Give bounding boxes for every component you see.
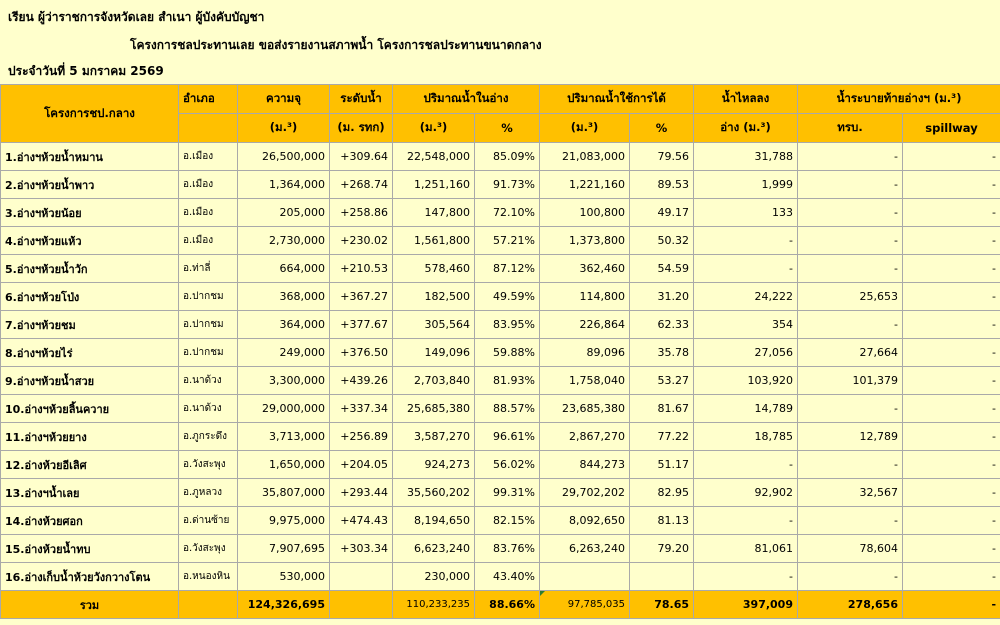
cell-capacity: 530,000 — [238, 563, 330, 591]
table-row — [1, 171, 1000, 199]
cell-usable-pct: 79.20 — [630, 535, 694, 563]
total-capacity: 124,326,695 — [238, 591, 330, 619]
cell-name: 13.อ่างฯน้ำเลย — [1, 479, 179, 507]
cell-storage-pct: 49.59% — [475, 283, 540, 311]
cell-storage: 230,000 — [393, 563, 475, 591]
cell-inflow: 92,902 — [694, 479, 798, 507]
cell-storage: 2,703,840 — [393, 367, 475, 395]
cell-level: +377.67 — [330, 311, 393, 339]
cell-name: 15.อ่างห้วยน้ำทบ — [1, 535, 179, 563]
cell-capacity: 205,000 — [238, 199, 330, 227]
cell-usable: 23,685,380 — [540, 395, 630, 423]
cell-capacity: 2,730,000 — [238, 227, 330, 255]
cell-release: 32,567 — [798, 479, 903, 507]
cell-usable-pct: 81.67 — [630, 395, 694, 423]
cell-level: +309.64 — [330, 143, 393, 171]
cell-level: +210.53 — [330, 255, 393, 283]
cell-name: 11.อ่างฯห้วยยาง — [1, 423, 179, 451]
cell-spillway: - — [903, 255, 1000, 283]
cell-district: อ.ภูหลวง — [179, 479, 238, 507]
cell-spillway: - — [903, 451, 1000, 479]
table-row — [1, 535, 1000, 563]
cell-inflow: 18,785 — [694, 423, 798, 451]
table-row — [1, 283, 1000, 311]
cell-level — [330, 563, 393, 591]
cell-usable: 1,221,160 — [540, 171, 630, 199]
cell-release: 12,789 — [798, 423, 903, 451]
cell-storage-pct: 99.31% — [475, 479, 540, 507]
cell-name: 10.อ่างฯห้วยลิ้นควาย — [1, 395, 179, 423]
cell-usable-pct: 50.32 — [630, 227, 694, 255]
cell-storage-pct: 85.09% — [475, 143, 540, 171]
cell-spillway: - — [903, 199, 1000, 227]
total-release: 278,656 — [798, 591, 903, 619]
cell-storage-pct: 81.93% — [475, 367, 540, 395]
cell-usable: 1,758,040 — [540, 367, 630, 395]
col-usable-header: ปริมาณน้ำใช้การได้ — [540, 85, 694, 114]
cell-district: อ.ท่าลี่ — [179, 255, 238, 283]
cell-spillway: - — [903, 563, 1000, 591]
table-row — [1, 227, 1000, 255]
cell-name: 8.อ่างฯห้วยไร่ — [1, 339, 179, 367]
cell-capacity: 35,807,000 — [238, 479, 330, 507]
cell-storage-pct: 88.57% — [475, 395, 540, 423]
cell-capacity: 29,000,000 — [238, 395, 330, 423]
cell-release: - — [798, 451, 903, 479]
cell-usable-pct: 49.17 — [630, 199, 694, 227]
cell-storage: 8,194,650 — [393, 507, 475, 535]
col-level-unit: (ม. รทก) — [330, 114, 393, 143]
report-date-line: ประจำวันที่ 5 มกราคม 2569 — [8, 64, 164, 78]
cell-usable: 100,800 — [540, 199, 630, 227]
cell-release: - — [798, 507, 903, 535]
cell-inflow: - — [694, 451, 798, 479]
cell-district: อ.นาด้วง — [179, 395, 238, 423]
cell-usable-pct: 79.56 — [630, 143, 694, 171]
cell-district: อ.นาด้วง — [179, 367, 238, 395]
cell-usable-pct: 82.95 — [630, 479, 694, 507]
cell-name: 5.อ่างฯห้วยน้ำวัก — [1, 255, 179, 283]
cell-name: 16.อ่างเก็บน้ำห้วยวังกวางโตน — [1, 563, 179, 591]
cell-district: อ.วังสะพุง — [179, 535, 238, 563]
cell-usable: 114,800 — [540, 283, 630, 311]
cell-release: - — [798, 563, 903, 591]
cell-inflow: - — [694, 563, 798, 591]
total-usable-pct: 78.65 — [630, 591, 694, 619]
cell-inflow: - — [694, 507, 798, 535]
cell-capacity: 7,907,695 — [238, 535, 330, 563]
cell-usable: 2,867,270 — [540, 423, 630, 451]
total-inflow: 397,009 — [694, 591, 798, 619]
cell-district: อ.ปากชม — [179, 311, 238, 339]
cell-inflow: 133 — [694, 199, 798, 227]
table-body — [1, 143, 1000, 591]
cell-spillway: - — [903, 395, 1000, 423]
cell-spillway: - — [903, 339, 1000, 367]
table-row — [1, 255, 1000, 283]
cell-release: - — [798, 395, 903, 423]
col-usable-unit: (ม.³) — [540, 114, 630, 143]
cell-spillway: - — [903, 507, 1000, 535]
cell-storage: 149,096 — [393, 339, 475, 367]
table-row — [1, 367, 1000, 395]
col-district-sub — [179, 114, 238, 143]
total-row — [1, 591, 1000, 619]
cell-release: - — [798, 255, 903, 283]
col-capacity-unit: (ม.³) — [238, 114, 330, 143]
cell-usable-pct: 89.53 — [630, 171, 694, 199]
cell-storage-pct: 59.88% — [475, 339, 540, 367]
cell-release: - — [798, 171, 903, 199]
cell-storage-pct: 57.21% — [475, 227, 540, 255]
cell-storage: 182,500 — [393, 283, 475, 311]
cell-usable: 844,273 — [540, 451, 630, 479]
cell-capacity: 3,300,000 — [238, 367, 330, 395]
water-report-table — [0, 84, 1000, 619]
col-level-header: ระดับน้ำ — [330, 85, 393, 114]
table-row — [1, 451, 1000, 479]
cell-storage-pct: 87.12% — [475, 255, 540, 283]
table-row — [1, 423, 1000, 451]
cell-release: 78,604 — [798, 535, 903, 563]
cell-name: 9.อ่างฯห้วยน้ำสวย — [1, 367, 179, 395]
cell-district: อ.หนองหิน — [179, 563, 238, 591]
cell-spillway: - — [903, 535, 1000, 563]
cell-name: 6.อ่างฯห้วยโป่ง — [1, 283, 179, 311]
cell-capacity: 249,000 — [238, 339, 330, 367]
cell-usable: 1,373,800 — [540, 227, 630, 255]
cell-level: +303.34 — [330, 535, 393, 563]
cell-spillway: - — [903, 311, 1000, 339]
cell-release: 27,664 — [798, 339, 903, 367]
cell-level: +230.02 — [330, 227, 393, 255]
cell-storage: 578,460 — [393, 255, 475, 283]
table-row — [1, 479, 1000, 507]
cell-district: อ.ด่านซ้าย — [179, 507, 238, 535]
cell-usable-pct: 53.27 — [630, 367, 694, 395]
cell-spillway: - — [903, 283, 1000, 311]
cell-capacity: 3,713,000 — [238, 423, 330, 451]
cell-release: 25,653 — [798, 283, 903, 311]
cell-spillway: - — [903, 171, 1000, 199]
cell-name: 4.อ่างฯห้วยแห้ว — [1, 227, 179, 255]
cell-name: 2.อ่างฯห้วยน้ำพาว — [1, 171, 179, 199]
cell-storage: 1,251,160 — [393, 171, 475, 199]
cell-storage: 147,800 — [393, 199, 475, 227]
total-usable: 97,785,035 — [540, 591, 630, 619]
cell-release: - — [798, 227, 903, 255]
cell-usable: 89,096 — [540, 339, 630, 367]
cell-district: อ.วังสะพุง — [179, 451, 238, 479]
table-row — [1, 395, 1000, 423]
cell-storage: 25,685,380 — [393, 395, 475, 423]
cell-inflow: 1,999 — [694, 171, 798, 199]
cell-inflow: 103,920 — [694, 367, 798, 395]
cell-storage-pct: 43.40% — [475, 563, 540, 591]
cell-level: +256.89 — [330, 423, 393, 451]
col-inflow-unit: อ่าง (ม.³) — [694, 114, 798, 143]
cell-level: +376.50 — [330, 339, 393, 367]
cell-district: อ.เมือง — [179, 199, 238, 227]
cell-usable: 29,702,202 — [540, 479, 630, 507]
cell-storage: 924,273 — [393, 451, 475, 479]
cell-name: 1.อ่างฯห้วยน้ำหมาน — [1, 143, 179, 171]
col-storage-unit: (ม.³) — [393, 114, 475, 143]
cell-name: 12.อ่างห้วยอีเลิศ — [1, 451, 179, 479]
cell-storage: 35,560,202 — [393, 479, 475, 507]
cell-level: +204.05 — [330, 451, 393, 479]
col-storage-pct: % — [475, 114, 540, 143]
cell-usable-pct: 51.17 — [630, 451, 694, 479]
cell-name: 7.อ่างฯห้วยชม — [1, 311, 179, 339]
cell-district: อ.ภูกระดึง — [179, 423, 238, 451]
cell-usable-pct: 35.78 — [630, 339, 694, 367]
total-storage-pct: 88.66% — [475, 591, 540, 619]
col-release-sub1: ทรบ. — [798, 114, 903, 143]
col-release-sub2: spillway — [903, 114, 1000, 143]
cell-storage-pct: 72.10% — [475, 199, 540, 227]
col-release-header: น้ำระบายท้ายอ่างฯ (ม.³) — [798, 85, 1000, 114]
cell-usable: 362,460 — [540, 255, 630, 283]
col-district-header: อำเภอ — [179, 85, 238, 114]
col-project-header: โครงการชป.กลาง — [1, 85, 179, 143]
cell-district: อ.ปากชม — [179, 339, 238, 367]
col-storage-header: ปริมาณน้ำในอ่าง — [393, 85, 540, 114]
cell-storage-pct: 91.73% — [475, 171, 540, 199]
cell-release: - — [798, 143, 903, 171]
cell-level: +258.86 — [330, 199, 393, 227]
cell-inflow: 31,788 — [694, 143, 798, 171]
table-row — [1, 143, 1000, 171]
cell-storage: 6,623,240 — [393, 535, 475, 563]
cell-storage-pct: 56.02% — [475, 451, 540, 479]
cell-inflow: 27,056 — [694, 339, 798, 367]
table-row — [1, 563, 1000, 591]
total-district — [179, 591, 238, 619]
table-row — [1, 339, 1000, 367]
cell-usable: 21,083,000 — [540, 143, 630, 171]
cell-inflow: 354 — [694, 311, 798, 339]
cell-usable-pct — [630, 563, 694, 591]
cell-level: +474.43 — [330, 507, 393, 535]
cell-inflow: 81,061 — [694, 535, 798, 563]
cell-usable — [540, 563, 630, 591]
cell-spillway: - — [903, 423, 1000, 451]
report-subject-line: โครงการชลประทานเลย ขอส่งรายงานสภาพน้ำ โครงการชลประทานขนาดกลาง — [130, 38, 542, 52]
cell-district: อ.เมือง — [179, 171, 238, 199]
cell-level: +367.27 — [330, 283, 393, 311]
cell-spillway: - — [903, 227, 1000, 255]
cell-capacity: 26,500,000 — [238, 143, 330, 171]
total-spillway: - — [903, 591, 1000, 619]
cell-storage-pct: 83.76% — [475, 535, 540, 563]
cell-inflow: 24,222 — [694, 283, 798, 311]
cell-capacity: 1,364,000 — [238, 171, 330, 199]
cell-inflow: - — [694, 255, 798, 283]
cell-usable-pct: 62.33 — [630, 311, 694, 339]
total-level — [330, 591, 393, 619]
col-capacity-header: ความจุ — [238, 85, 330, 114]
cell-district: อ.เมือง — [179, 143, 238, 171]
cell-storage-pct: 83.95% — [475, 311, 540, 339]
total-label: รวม — [1, 591, 179, 619]
cell-storage: 305,564 — [393, 311, 475, 339]
cell-usable-pct: 54.59 — [630, 255, 694, 283]
cell-release: - — [798, 311, 903, 339]
cell-spillway: - — [903, 367, 1000, 395]
cell-name: 3.อ่างฯห้วยน้อย — [1, 199, 179, 227]
cell-capacity: 9,975,000 — [238, 507, 330, 535]
cell-usable: 8,092,650 — [540, 507, 630, 535]
cell-inflow: - — [694, 227, 798, 255]
cell-release: - — [798, 199, 903, 227]
cell-storage: 3,587,270 — [393, 423, 475, 451]
cell-inflow: 14,789 — [694, 395, 798, 423]
cell-capacity: 364,000 — [238, 311, 330, 339]
cell-capacity: 368,000 — [238, 283, 330, 311]
cell-usable-pct: 31.20 — [630, 283, 694, 311]
cell-level: +268.74 — [330, 171, 393, 199]
cell-storage: 1,561,800 — [393, 227, 475, 255]
cell-name: 14.อ่างห้วยศอก — [1, 507, 179, 535]
table-row — [1, 199, 1000, 227]
cell-spillway: - — [903, 143, 1000, 171]
cell-spillway: - — [903, 479, 1000, 507]
cell-usable: 6,263,240 — [540, 535, 630, 563]
cell-usable-pct: 81.13 — [630, 507, 694, 535]
cell-capacity: 1,650,000 — [238, 451, 330, 479]
cell-storage-pct: 96.61% — [475, 423, 540, 451]
total-storage: 110,233,235 — [393, 591, 475, 619]
table-row — [1, 311, 1000, 339]
table-row — [1, 507, 1000, 535]
col-inflow-header: น้ำไหลลง — [694, 85, 798, 114]
cell-district: อ.ปากชม — [179, 283, 238, 311]
cell-level: +337.34 — [330, 395, 393, 423]
cell-capacity: 664,000 — [238, 255, 330, 283]
cell-level: +293.44 — [330, 479, 393, 507]
cell-release: 101,379 — [798, 367, 903, 395]
cell-storage-pct: 82.15% — [475, 507, 540, 535]
col-usable-pct: % — [630, 114, 694, 143]
cell-usable-pct: 77.22 — [630, 423, 694, 451]
cell-usable: 226,864 — [540, 311, 630, 339]
cell-storage: 22,548,000 — [393, 143, 475, 171]
report-recipient-line: เรียน ผู้ว่าราชการจังหวัดเลย สำเนา ผู้บังคับบัญชา — [8, 10, 265, 24]
cell-level: +439.26 — [330, 367, 393, 395]
cell-district: อ.เมือง — [179, 227, 238, 255]
